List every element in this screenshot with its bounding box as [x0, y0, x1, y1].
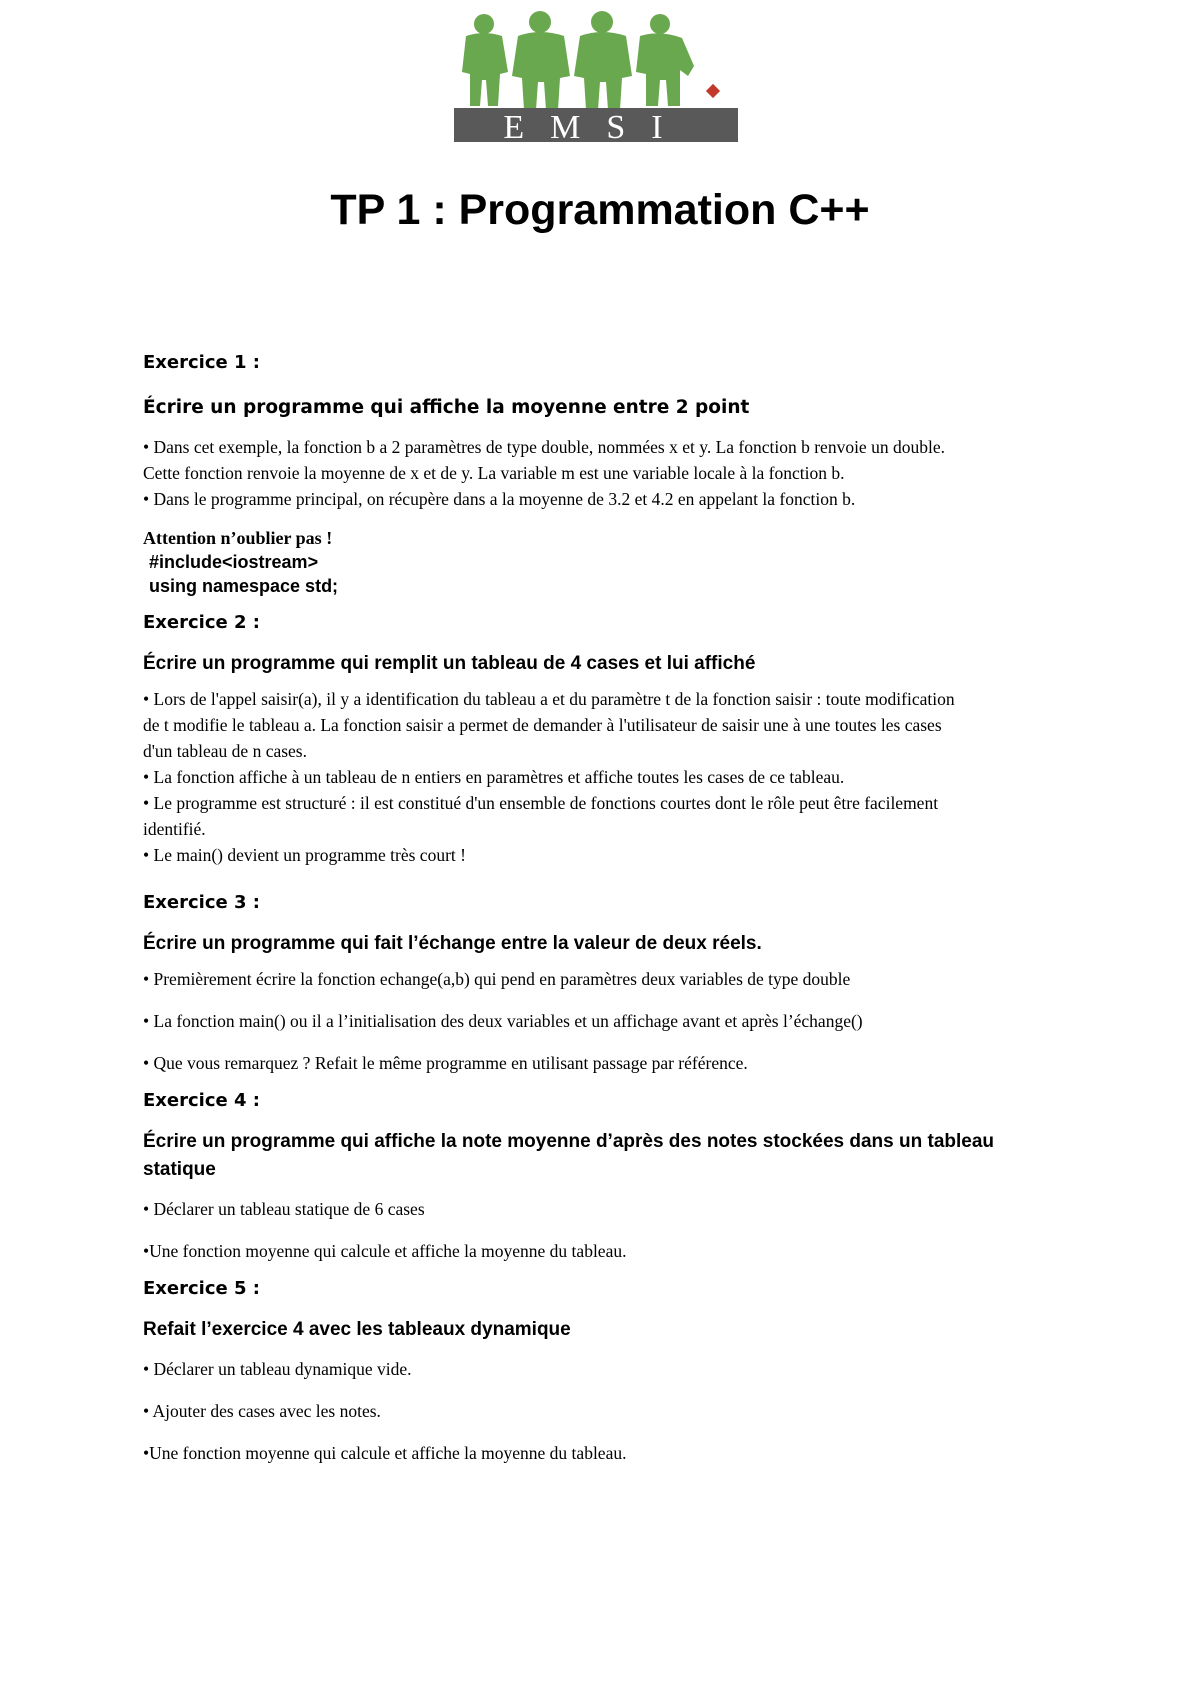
exercise-2-line: de t modifie le tableau a. La fonction saisir a permet de demander à l'utilisateur de saisir une à une toutes les cases — [143, 715, 942, 735]
exercise-2-line: • La fonction affiche à un tableau de n entiers en paramètres et affiche toutes les cases de ce tableau. — [143, 767, 845, 787]
exercise-2-label: Exercice 2 : — [143, 612, 260, 633]
exercise-5-subtitle: Refait l’exercice 4 avec les tableaux dynamique — [143, 1319, 571, 1340]
exercise-1-label: Exercice 1 : — [143, 352, 260, 373]
exercise-4-item: • Déclarer un tableau statique de 6 cases — [143, 1199, 425, 1219]
exercise-4-subtitle: statique — [143, 1159, 216, 1180]
exercise-1-line: • Dans le programme principal, on récupère dans a la moyenne de 3.2 et 4.2 en appelant la fonction b. — [143, 489, 856, 509]
exercise-3-label: Exercice 3 : — [143, 892, 260, 913]
exercise-3-subtitle: Écrire un programme qui fait l’échange entre la valeur de deux réels. — [143, 933, 762, 954]
exercise-4-label: Exercice 4 : — [143, 1090, 260, 1111]
exercise-2-line: • Le programme est structuré : il est constitué d'un ensemble de fonctions courtes dont le rôle peut être facilement — [143, 793, 939, 813]
exercise-1-subtitle: Écrire un programme qui affiche la moyenne entre 2 point — [143, 397, 750, 418]
exercise-1-line: Cette fonction renvoie la moyenne de x et de y. La variable m est une variable locale à la fonction b. — [143, 463, 845, 483]
exercise-2-line: d'un tableau de n cases. — [143, 741, 307, 761]
diamond-icon — [706, 84, 720, 98]
emsi-logo — [442, 10, 746, 146]
emsi-logo-graphic — [442, 10, 746, 146]
exercise-4-item: •Une fonction moyenne qui calcule et affiche la moyenne du tableau. — [143, 1241, 627, 1261]
page-title: TP 1 : Programmation C++ — [330, 186, 870, 234]
exercise-2-line: • Le main() devient un programme très court ! — [143, 845, 466, 865]
exercise-1-line: • Dans cet exemple, la fonction b a 2 paramètres de type double, nommées x et y. La fonction b renvoie un double. — [143, 437, 945, 457]
exercise-1-attention: Attention n’oublier pas ! — [143, 528, 333, 548]
exercise-3-item: • La fonction main() ou il a l’initialisation des deux variables et un affichage avant et après l’échange() — [143, 1011, 863, 1031]
document-body — [143, 352, 1068, 1466]
exercise-3-item: • Premièrement écrire la fonction echange(a,b) qui pend en paramètres deux variables de type double — [143, 969, 851, 989]
exercise-1-code-line: #include<iostream> — [149, 552, 319, 572]
logo-text: EMSI — [503, 109, 689, 146]
exercise-5-item: • Ajouter des cases avec les notes. — [143, 1401, 381, 1421]
exercise-2-line: • Lors de l'appel saisir(a), il y a identification du tableau a et du paramètre t de la fonction saisir : toute modification — [143, 689, 955, 709]
exercise-4-subtitle: Écrire un programme qui affiche la note moyenne d’après des notes stockées dans un tableau — [143, 1131, 995, 1152]
exercise-5-item: • Déclarer un tableau dynamique vide. — [143, 1359, 412, 1379]
exercise-2-line: identifié. — [143, 819, 206, 839]
exercise-2-subtitle: Écrire un programme qui remplit un tableau de 4 cases et lui affiché — [143, 653, 756, 674]
exercise-5-label: Exercice 5 : — [143, 1278, 260, 1299]
exercise-3-item: • Que vous remarquez ? Refait le même programme en utilisant passage par référence. — [143, 1053, 748, 1073]
people-silhouette-icon — [462, 11, 694, 110]
exercise-1-code-line: using namespace std; — [149, 576, 339, 596]
exercise-5-item: •Une fonction moyenne qui calcule et affiche la moyenne du tableau. — [143, 1443, 627, 1463]
